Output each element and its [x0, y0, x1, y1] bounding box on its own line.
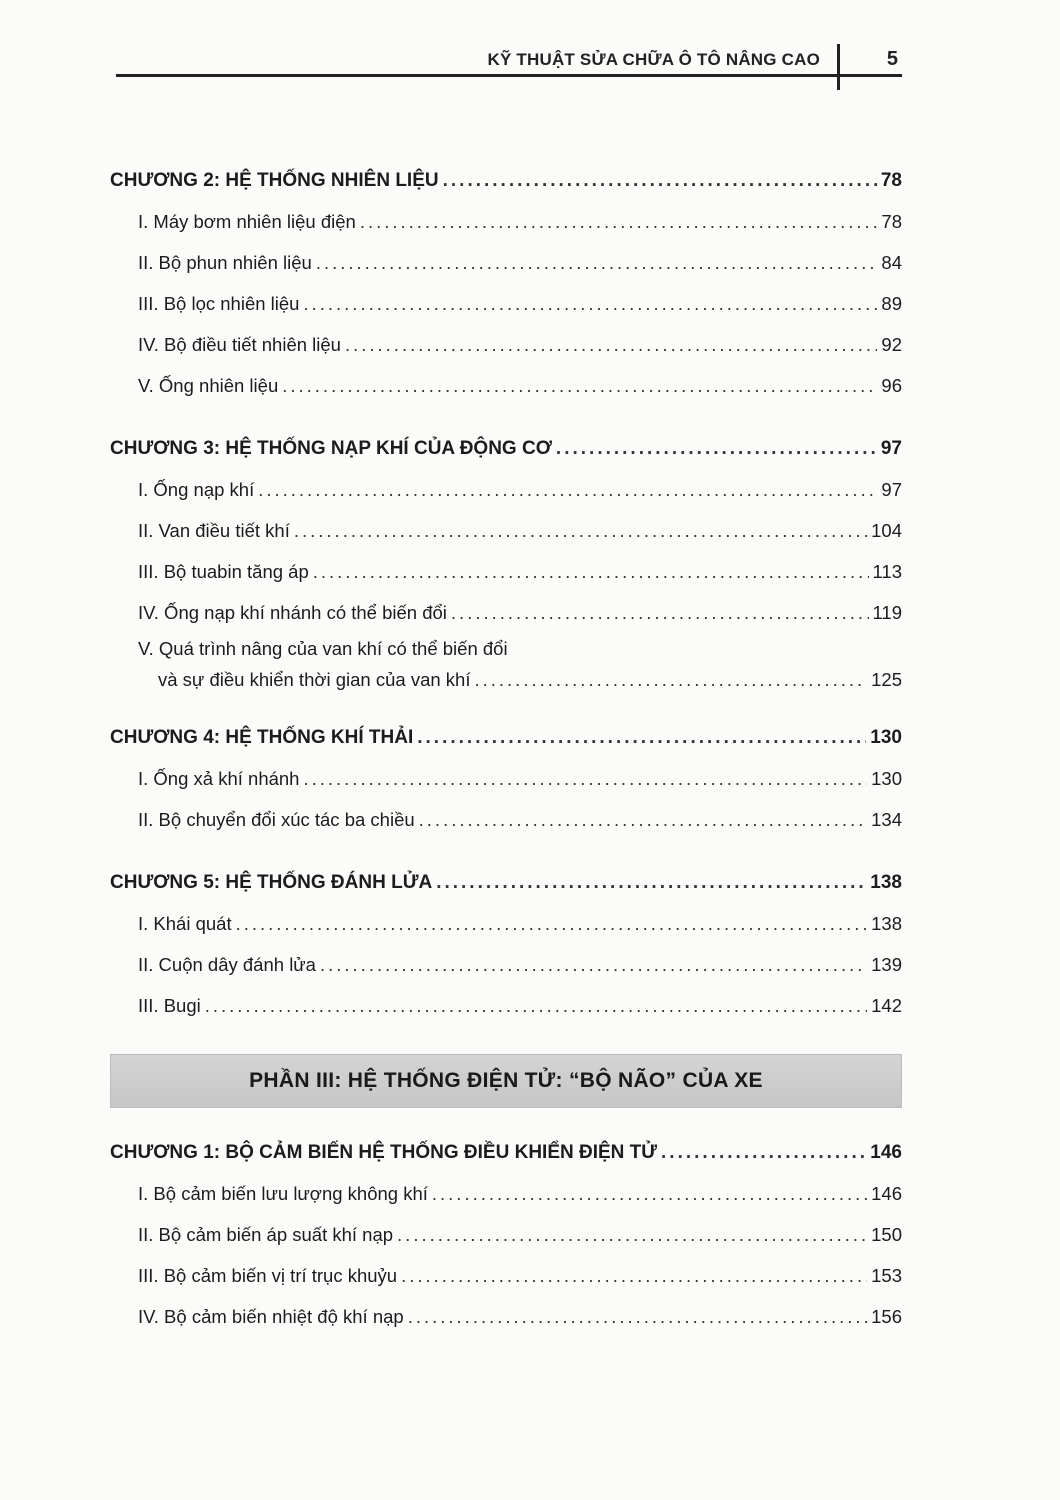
toc-chapter-3[interactable] — [110, 428, 902, 469]
toc-leader-dots — [282, 365, 877, 406]
toc-chapter-label: CHƯƠNG 5: HỆ THỐNG ĐÁNH LỬA — [110, 872, 433, 893]
toc-item-label: II. Van điều tiết khí — [138, 520, 290, 541]
toc-leader-dots — [556, 428, 877, 469]
toc-item[interactable] — [110, 985, 902, 1026]
toc-item-line2 — [138, 664, 902, 695]
toc-leader-dots — [417, 717, 866, 758]
toc-page-ref: 130 — [870, 727, 902, 748]
toc-page-ref: 97 — [880, 438, 902, 459]
toc-item-label: II. Bộ cảm biến áp suất khí nạp — [138, 1224, 394, 1245]
toc-item-label: III. Bugi — [138, 995, 201, 1016]
running-header — [116, 44, 902, 78]
toc-leader-dots — [316, 242, 878, 283]
toc-page-ref: 96 — [881, 375, 902, 396]
toc-item-label: III. Bộ cảm biến vị trí trục khuỷu — [138, 1265, 398, 1286]
toc-item-label: IV. Ống nạp khí nhánh có thể biến đổi — [138, 602, 447, 623]
toc-leader-dots — [294, 510, 867, 551]
toc-leader-dots — [303, 758, 867, 799]
toc-item-label: I. Khái quát — [138, 913, 232, 934]
toc-item[interactable] — [110, 1173, 902, 1214]
toc-page-ref: 139 — [871, 954, 902, 975]
toc-page-ref: 142 — [871, 995, 902, 1016]
toc-leader-dots — [313, 551, 869, 592]
toc-item-label: II. Bộ phun nhiên liệu — [138, 252, 312, 273]
toc-page-ref: 84 — [881, 252, 902, 273]
toc-item-label: V. Ống nhiên liệu — [138, 375, 279, 396]
toc-page-ref: 134 — [871, 809, 902, 830]
toc-leader-dots — [258, 469, 877, 510]
toc-item[interactable] — [110, 324, 902, 365]
toc-item-label: I. Bộ cảm biến lưu lượng không khí — [138, 1183, 428, 1204]
toc-page-ref: 130 — [871, 768, 902, 789]
toc-item[interactable] — [110, 758, 902, 799]
toc-leader-dots — [419, 799, 867, 840]
table-of-contents — [110, 160, 902, 1337]
toc-leader-dots — [303, 283, 877, 324]
book-title: KỸ THUẬT SỬA CHỮA Ô TÔ NÂNG CAO — [487, 50, 820, 69]
toc-item[interactable] — [110, 365, 902, 406]
toc-page-ref: 138 — [871, 913, 902, 934]
toc-item[interactable] — [110, 799, 902, 840]
toc-item-label: IV. Bộ cảm biến nhiệt độ khí nạp — [138, 1306, 404, 1327]
toc-item-label-line2: và sự điều khiển thời gian của van khí — [158, 669, 471, 690]
toc-page-ref: 89 — [881, 293, 902, 314]
part-banner: PHẦN III: HỆ THỐNG ĐIỆN TỬ: “BỘ NÃO” CỦA XE — [110, 1054, 902, 1108]
toc-leader-dots — [408, 1296, 867, 1337]
toc-page-ref: 146 — [870, 1142, 902, 1163]
toc-page-ref: 138 — [870, 872, 902, 893]
toc-item-label-line1: V. Quá trình nâng của van khí có thể biến đổi — [138, 638, 508, 659]
toc-item-label: I. Ống xả khí nhánh — [138, 768, 300, 789]
toc-chapter-label: CHƯƠNG 2: HỆ THỐNG NHIÊN LIỆU — [110, 170, 439, 191]
toc-page-ref: 78 — [880, 170, 902, 191]
toc-item-label: II. Bộ chuyển đổi xúc tác ba chiều — [138, 809, 415, 830]
toc-item[interactable] — [110, 903, 902, 944]
toc-chapter-5[interactable] — [110, 862, 902, 903]
toc-leader-dots — [474, 664, 867, 695]
toc-item-label: IV. Bộ điều tiết nhiên liệu — [138, 334, 341, 355]
toc-page-ref: 146 — [871, 1183, 902, 1204]
spacer — [110, 406, 902, 428]
toc-page-ref: 92 — [881, 334, 902, 355]
toc-page-ref: 104 — [871, 520, 902, 541]
toc-item-label: II. Cuộn dây đánh lửa — [138, 954, 316, 975]
toc-page-ref: 78 — [881, 211, 902, 232]
toc-item[interactable] — [110, 1296, 902, 1337]
toc-chapter-2[interactable] — [110, 160, 902, 201]
toc-page-ref: 97 — [881, 479, 902, 500]
toc-page-ref: 125 — [871, 669, 902, 690]
toc-page-ref: 113 — [872, 561, 902, 582]
toc-chapter-label: CHƯƠNG 4: HỆ THỐNG KHÍ THẢI — [110, 727, 414, 748]
header-rule — [116, 74, 902, 77]
toc-item-label: I. Máy bơm nhiên liệu điện — [138, 211, 356, 232]
spacer — [110, 695, 902, 717]
toc-page-ref: 153 — [871, 1265, 902, 1286]
toc-item[interactable] — [110, 944, 902, 985]
header-divider — [837, 44, 840, 90]
toc-chapter-label: CHƯƠNG 3: HỆ THỐNG NẠP KHÍ CỦA ĐỘNG CƠ — [110, 438, 552, 459]
toc-page-ref: 156 — [871, 1306, 902, 1327]
toc-leader-dots — [236, 903, 868, 944]
page-number: 5 — [886, 48, 898, 70]
toc-item[interactable] — [110, 1255, 902, 1296]
toc-item-label: III. Bộ tuabin tăng áp — [138, 561, 309, 582]
toc-leader-dots — [360, 201, 878, 242]
toc-leader-dots — [397, 1214, 867, 1255]
toc-leader-dots — [661, 1132, 866, 1173]
toc-item-label: I. Ống nạp khí — [138, 479, 255, 500]
toc-item[interactable] — [110, 1214, 902, 1255]
toc-page-ref: 150 — [871, 1224, 902, 1245]
toc-leader-dots — [401, 1255, 867, 1296]
toc-item[interactable] — [110, 201, 902, 242]
toc-item[interactable] — [110, 592, 902, 633]
toc-item-label: III. Bộ lọc nhiên liệu — [138, 293, 300, 314]
toc-chapter-4[interactable] — [110, 717, 902, 758]
toc-leader-dots — [432, 1173, 867, 1214]
toc-item[interactable] — [110, 469, 902, 510]
toc-item[interactable] — [110, 242, 902, 283]
toc-leader-dots — [320, 944, 867, 985]
toc-item[interactable] — [110, 551, 902, 592]
toc-leader-dots — [451, 592, 869, 633]
toc-leader-dots — [436, 862, 866, 903]
toc-leader-dots — [345, 324, 877, 365]
toc-item-multiline[interactable] — [110, 633, 902, 695]
spacer — [110, 840, 902, 862]
toc-leader-dots — [205, 985, 867, 1026]
toc-page-ref: 119 — [872, 602, 902, 623]
toc-part3-chapter-1[interactable] — [110, 1132, 902, 1173]
toc-chapter-label: CHƯƠNG 1: BỘ CẢM BIẾN HỆ THỐNG ĐIỀU KHIỂN ĐIỆN TỬ — [110, 1142, 658, 1163]
toc-leader-dots — [443, 160, 877, 201]
toc-item[interactable] — [110, 283, 902, 324]
toc-item[interactable] — [110, 510, 902, 551]
